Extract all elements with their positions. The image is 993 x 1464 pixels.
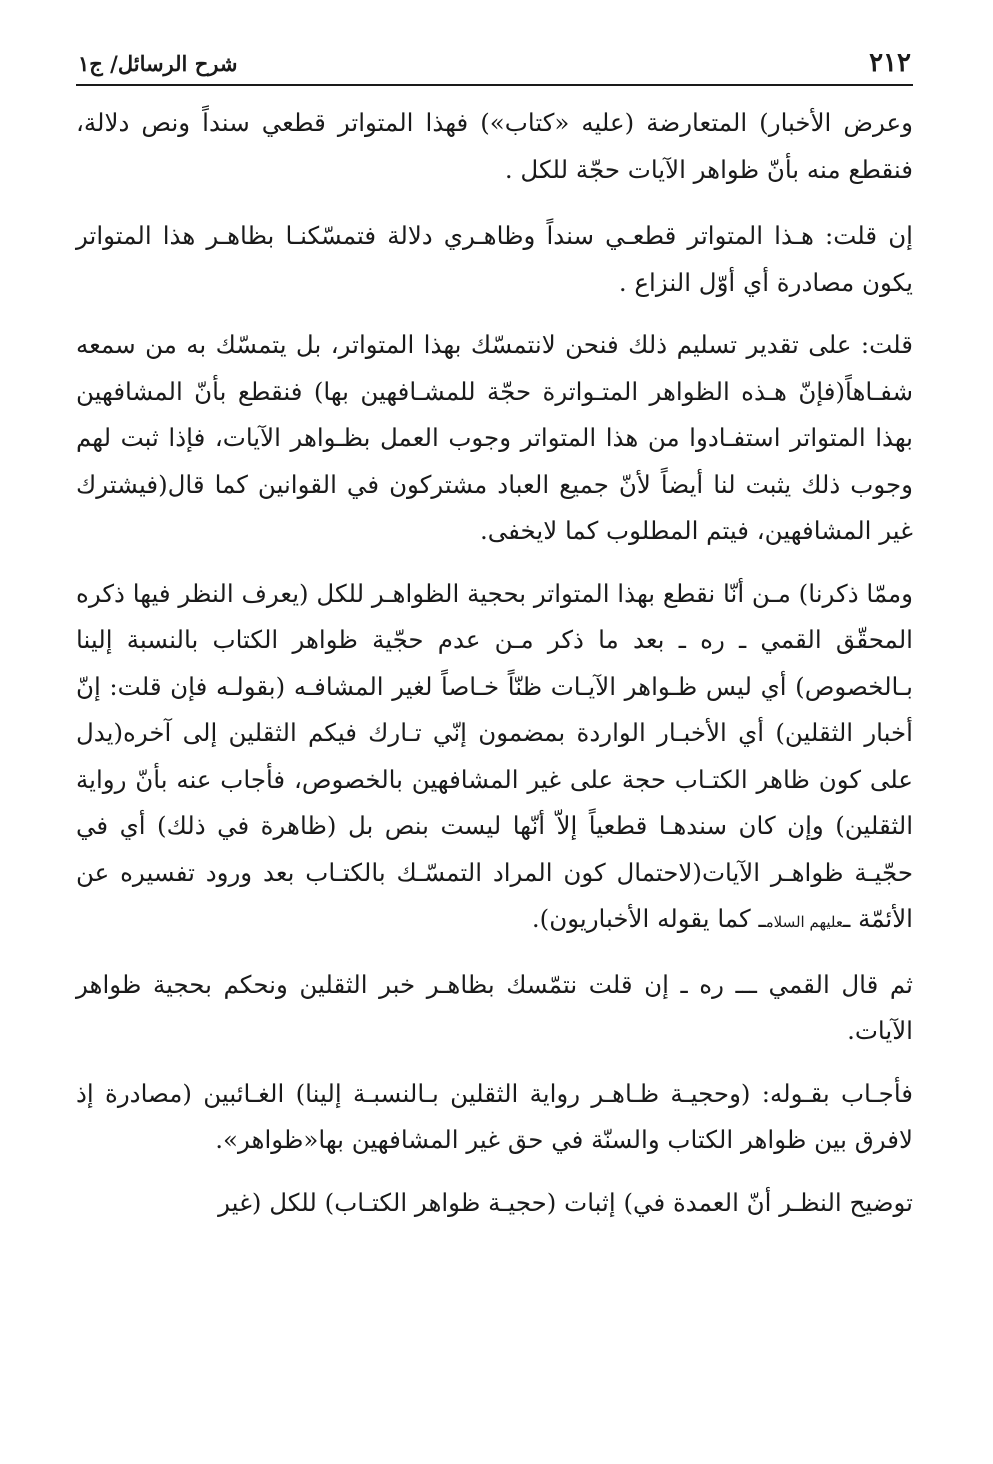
page-header (76, 40, 913, 86)
paragraph: قلت: على تقدير تسليم ذلك فنحن لانتمسّك بهذا المتواتر، بل يتمسّك به من سمعه شفـاهاً(فإنّ هـذه الظواهر المتـواترة حجّة للمشـافهين بها) فنقطع بأنّ المشافهين بهذا المتواتر استفـادوا من هذا المتواتر وجوب العمل بظـواهر الآيات، فإذا ثبت لهم وجوب ذلك يثبت لنا أيضاً لأنّ جميع العباد مشتركون في القوانين كما قال(فيشترك غير المشافهين، فيتم المطلوب كما لايخفى. (76, 330, 913, 545)
paragraph-text: وممّا ذكرنا) مـن أنّا نقطع بهذا المتواتر بحجية الظواهـر للكل (يعرف النظر فيها ذكره المحقّق القمي ـ ره ـ بعد ما ذكر مـن عدم حجّية ظواهر الكتاب بالنسبة إلينا بـالخصوص) أي ليس ظـواهر الآيـات ظنّاً خـاصاً لغير المشافـه (بقولـه فإن قلت: إنّ أخبار الثقلين) أي الأخبـار الواردة بمضمون إنّي تـارك فيكم الثقلين إلى آخره(يدل على كون ظاهر الكتـاب حجة على غير المشافهين بالخصوص، فأجاب عنه بأنّ رواية الثقلين) وإن كان سندهـا قطعياً إلاّ أنّها ليست بنص بل (ظاهرة في ذلك) أي في حجّيـة ظواهـر الآيات(لاحتمال كون المراد التمسّـك بالكتـاب بعد ورود تفسيره عن الأئمّة ـ (76, 578, 913, 933)
page-number: ٢١٢ (869, 48, 911, 78)
paragraph: وعرض الأخبار) المتعارضة (عليه «كتاب») فهذا المتواتر قطعي سنداً ونص دلالة، فنقطع منه بأنّ ظواهر الآيات حجّة للكل . (76, 108, 913, 184)
paragraph: إن قلت: هـذا المتواتر قطعـي سنداً وظاهـري دلالة فتمسّكنـا بظاهـر هذا المتواتر يكون مصادرة أي أوّل النزاع . (76, 221, 913, 297)
paragraph-tail: ـ كما يقوله الأخباريون). (531, 904, 766, 933)
book-page (76, 40, 913, 1440)
paragraph (76, 571, 913, 946)
paragraph: توضيح النظـر أنّ العمدة في) إثبات (حجيـة ظواهر الكتـاب) للكل (غير (218, 1187, 913, 1217)
running-title: شرح الرسائل/ ج١ (78, 51, 238, 76)
paragraph: ثم قال القمي ـــ ره ـ إن قلت نتمّسك بظاهـر خبر الثقلين ونحكم بحجية ظواهر الآيات. (76, 969, 913, 1045)
page-body (76, 100, 913, 1226)
honorific: عليهم السلام (765, 913, 844, 931)
paragraph: فأجـاب بقـوله: (وحجيـة ظـاهـر رواية الثقلين بـالنسبـة إلينا) الغـائبين (مصادرة إذ لافرق بين ظواهر الكتاب والسنّة في حق غير المشافهين بها«ظواهر». (76, 1078, 913, 1154)
